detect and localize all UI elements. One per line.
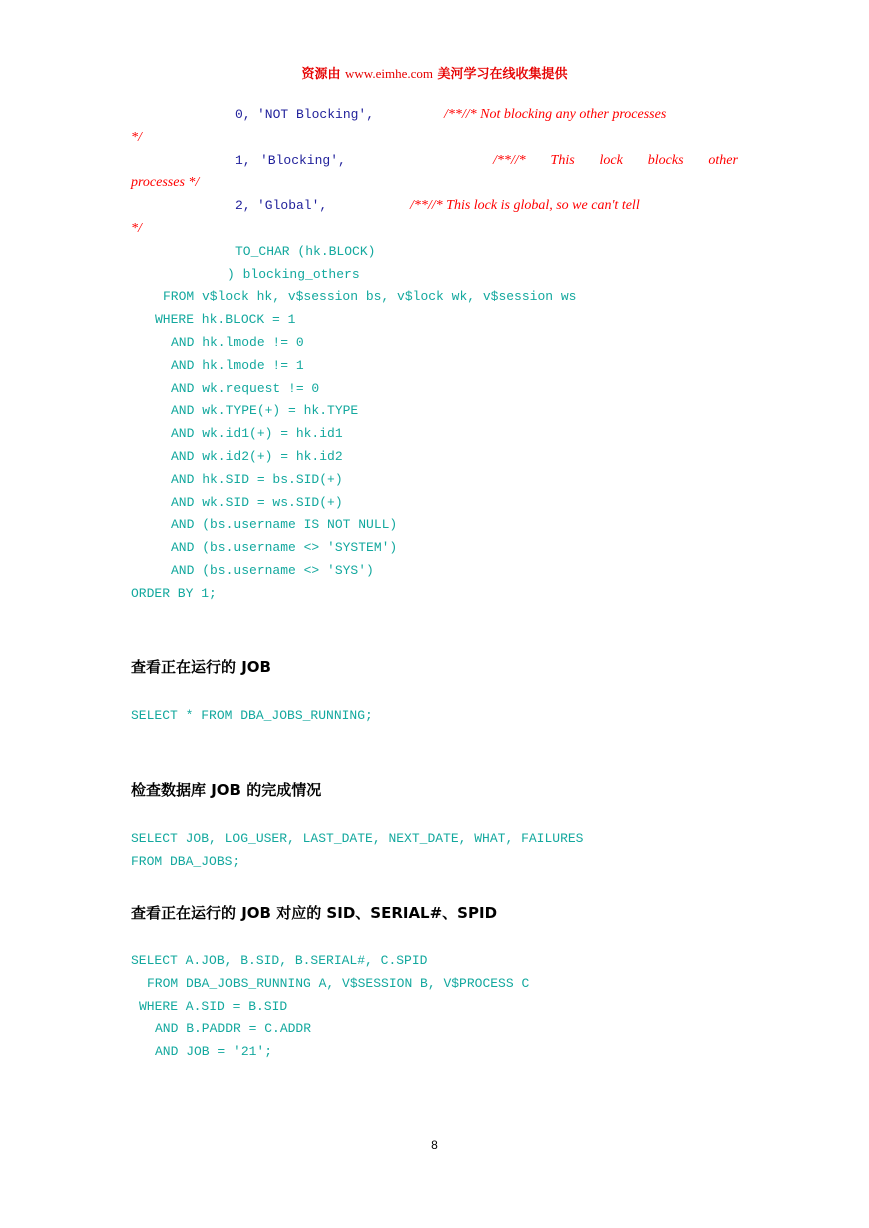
code-line: AND hk.lmode != 0: [171, 334, 304, 350]
section-heading-running-jobs: 查看正在运行的 JOB: [131, 658, 271, 676]
page-header: [0, 63, 869, 82]
code-line: 2, 'Global', /**//* This lock is global, so we can't tell: [235, 198, 640, 214]
code-line: AND wk.id2(+) = hk.id2: [171, 448, 343, 464]
code-line: AND (bs.username <> 'SYSTEM'): [171, 540, 398, 556]
code-line: AND (bs.username IS NOT NULL): [171, 517, 398, 533]
page-number: 8: [431, 1138, 438, 1152]
header-prefix: 资源由: [301, 67, 346, 82]
code-line: WHERE A.SID = B.SID: [139, 998, 288, 1014]
code-line: 0, 'NOT Blocking', /**//* Not blocking any other processes: [235, 107, 667, 122]
header-suffix: 美河学习在线收集提供: [432, 67, 568, 82]
code-line: AND wk.SID = ws.SID(+): [171, 494, 343, 510]
code-line: FROM DBA_JOBS_RUNNING A, V$SESSION B, V$PROCESS C: [147, 975, 530, 991]
code-line: AND hk.lmode != 1: [171, 357, 304, 373]
code-line: AND hk.SID = bs.SID(+): [171, 471, 343, 487]
code-block-job-completion: [131, 828, 741, 874]
code-line: */: [131, 129, 142, 145]
code-line: SELECT * FROM DBA_JOBS_RUNNING;: [131, 708, 373, 723]
code-line: AND (bs.username <> 'SYS'): [171, 562, 374, 578]
code-line: ) blocking_others: [227, 266, 360, 282]
code-line: FROM DBA_JOBS;: [131, 853, 241, 869]
code-line: AND wk.id1(+) = hk.id1: [171, 426, 343, 442]
code-line: WHERE hk.BLOCK = 1: [155, 312, 296, 328]
header-url[interactable]: www.eimhe.com: [345, 66, 433, 81]
section-heading-job-sid: 查看正在运行的 JOB 对应的 SID、SERIAL#、SPID: [131, 904, 498, 922]
code-line: SELECT JOB, LOG_USER, LAST_DATE, NEXT_DATE, WHAT, FAILURES: [131, 831, 584, 846]
code-block-locks: [131, 104, 741, 606]
code-line: TO_CHAR (hk.BLOCK): [235, 243, 376, 259]
code-line: FROM v$lock hk, v$session bs, v$lock wk, v$session ws: [163, 289, 577, 305]
section-heading-job-completion: 检查数据库 JOB 的完成情况: [131, 781, 322, 799]
code-block-running-jobs: [131, 705, 741, 728]
code-line: 1, 'Blocking', /**//* This lock blocks other: [235, 152, 738, 168]
code-line: AND wk.TYPE(+) = hk.TYPE: [171, 403, 359, 419]
code-line: */: [131, 220, 142, 236]
code-line: AND wk.request != 0: [171, 380, 320, 396]
code-line: AND B.PADDR = C.ADDR: [155, 1021, 312, 1037]
code-line: ORDER BY 1;: [131, 585, 217, 601]
code-line: processes */: [131, 175, 200, 191]
code-block-job-sid: [131, 950, 741, 1064]
code-line: SELECT A.JOB, B.SID, B.SERIAL#, C.SPID: [131, 953, 428, 968]
code-line: AND JOB = '21';: [155, 1044, 273, 1060]
